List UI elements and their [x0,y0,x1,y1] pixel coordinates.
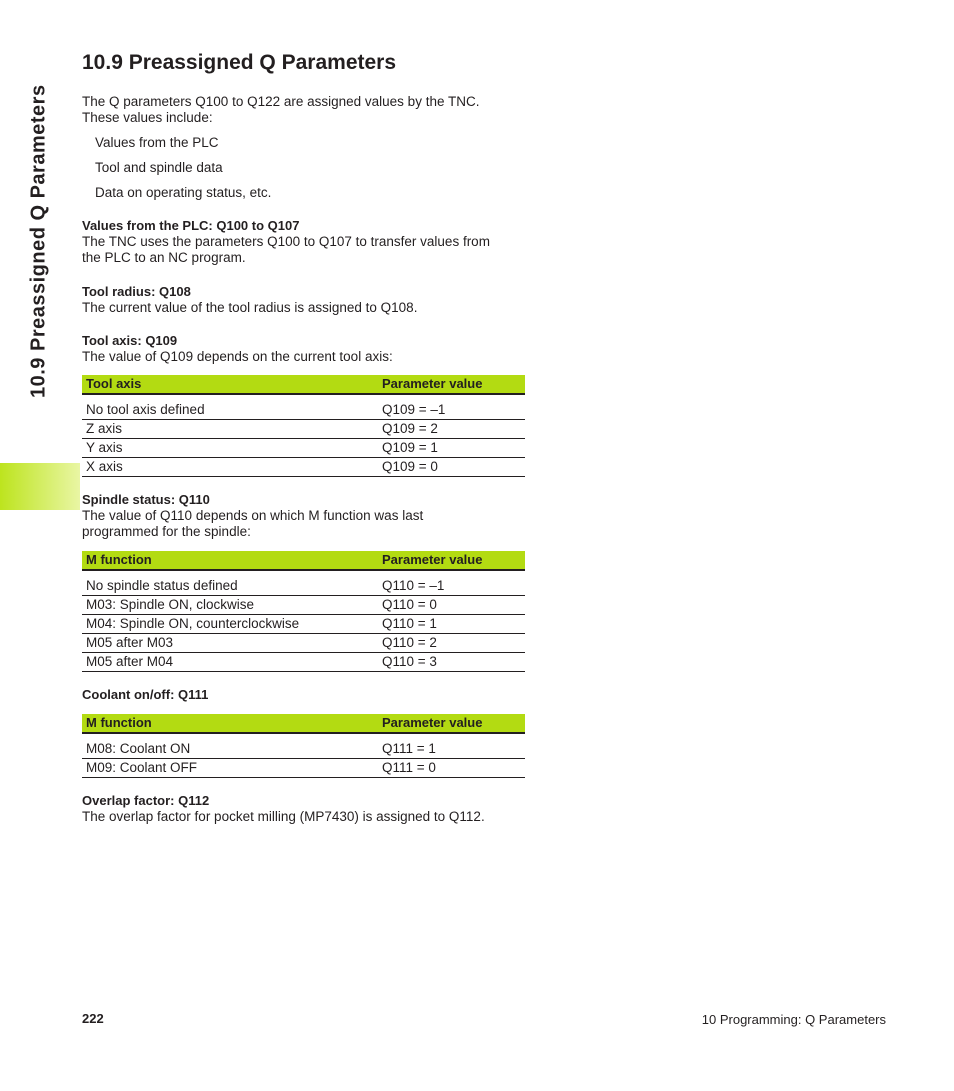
page-title: 10.9 Preassigned Q Parameters [82,51,397,74]
table-header [82,714,525,734]
radius-text: The current value of the tool radius is assigned to Q108. [82,300,418,315]
table-cell: M04: Spindle ON, counterclockwise [86,616,300,631]
column-header: Parameter value [382,376,483,391]
table-cell: Q109 = 1 [382,440,438,455]
table-cell: Q110 = 1 [382,616,437,631]
tool-axis-table [82,375,525,477]
table-cell: Z axis [86,421,123,436]
table-row [82,439,525,458]
page-number: 222 [82,1011,104,1026]
plc-text-1: The TNC uses the parameters Q100 to Q107 to transfer values from [82,234,490,249]
table-header [82,551,525,571]
table-cell: X axis [86,459,123,474]
column-header: Parameter value [382,715,483,730]
table-row [82,740,525,759]
table-header [82,375,525,395]
section-heading-coolant: Coolant on/off: Q111 [82,687,209,702]
table-cell: Q111 = 1 [382,741,436,756]
spindle-text-1: The value of Q110 depends on which M function was last [82,508,424,523]
table-cell: No tool axis defined [86,402,205,417]
intro-line-2: These values include: [82,110,213,125]
chapter-footer: 10 Programming: Q Parameters [701,1012,886,1027]
table-row [82,653,525,672]
overlap-text: The overlap factor for pocket milling (MP7430) is assigned to Q112. [82,809,485,824]
side-chapter-title: 10.9 Preassigned Q Parameters [27,84,50,398]
table-cell: M05 after M03 [86,635,174,650]
table-cell: M05 after M04 [86,654,174,669]
table-cell: Q109 = –1 [382,402,446,417]
table-row [82,615,525,634]
chapter-tab-marker [0,463,80,510]
intro-line-1: The Q parameters Q100 to Q122 are assigned values by the TNC. [82,94,480,109]
table-cell: Q110 = –1 [382,578,445,593]
section-heading-spindle: Spindle status: Q110 [82,492,210,507]
column-header: M function [86,552,152,567]
table-row [82,458,525,477]
bullet-item: Data on operating status, etc. [95,185,272,200]
table-row [82,759,525,778]
spindle-table [82,551,525,672]
section-heading-axis: Tool axis: Q109 [82,333,178,348]
table-row [82,596,525,615]
table-cell: Q109 = 0 [382,459,438,474]
table-row [82,420,525,439]
table-cell: Q110 = 2 [382,635,437,650]
bullet-item: Tool and spindle data [95,160,223,175]
column-header: Parameter value [382,552,483,567]
table-cell: No spindle status defined [86,578,238,593]
table-row [82,577,525,596]
table-cell: Q111 = 0 [382,760,436,775]
section-heading-radius: Tool radius: Q108 [82,284,191,299]
table-cell: Q110 = 0 [382,597,437,612]
column-header: Tool axis [86,376,142,391]
table-cell: Y axis [86,440,123,455]
table-cell: M09: Coolant OFF [86,760,198,775]
table-row [82,634,525,653]
coolant-table [82,714,525,778]
bullet-item: Values from the PLC [95,135,219,150]
plc-text-2: the PLC to an NC program. [82,250,246,265]
column-header: M function [86,715,152,730]
section-heading-plc: Values from the PLC: Q100 to Q107 [82,218,300,233]
table-cell: M08: Coolant ON [86,741,191,756]
table-row [82,401,525,420]
table-cell: Q109 = 2 [382,421,438,436]
spindle-text-2: programmed for the spindle: [82,524,251,539]
section-heading-overlap: Overlap factor: Q112 [82,793,210,808]
axis-text: The value of Q109 depends on the current tool axis: [82,349,393,364]
table-cell: M03: Spindle ON, clockwise [86,597,255,612]
table-cell: Q110 = 3 [382,654,437,669]
